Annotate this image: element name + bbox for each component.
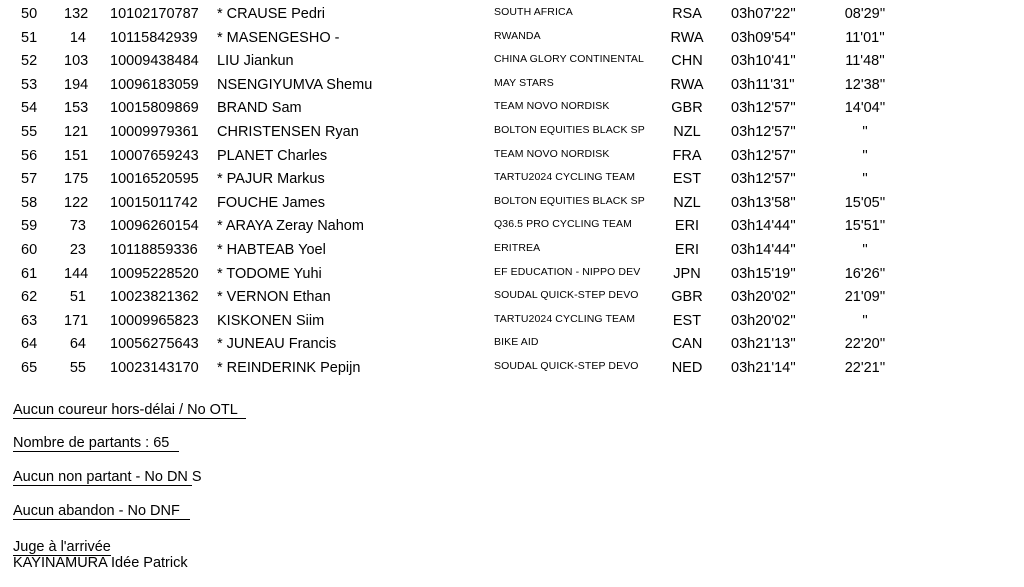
rank-cell: 53 (21, 76, 38, 93)
uci-id-cell: 10015011742 (110, 194, 198, 211)
table-row (0, 239, 1024, 262)
team-cell: TEAM NOVO NORDISK (494, 100, 610, 113)
table-row (0, 3, 1024, 26)
bib-cell: 153 (64, 100, 89, 117)
table-row (0, 263, 1024, 286)
nation-cell: RSA (672, 6, 702, 22)
team-cell: MAY STARS (494, 76, 554, 89)
gap-cell: '' (862, 147, 868, 164)
uci-id-cell: 10023143170 (110, 360, 199, 376)
rider-name-cell: * ARAYA Zeray Nahom (217, 218, 364, 235)
gap-cell: 22'21'' (844, 360, 886, 376)
rank-cell: 59 (21, 218, 38, 235)
rank-cell: 51 (21, 29, 38, 46)
time-cell: 03h12'57'' (731, 171, 796, 188)
rider-name-cell: * JUNEAU Francis (217, 336, 337, 353)
table-row (0, 215, 1024, 238)
nation-cell: GBR (671, 289, 703, 306)
gap-cell: '' (862, 312, 868, 329)
bib-cell: 103 (64, 53, 89, 70)
team-cell: CHINA GLORY CONTINENTAL (494, 53, 644, 66)
rider-name-cell: * PAJUR Markus (217, 171, 325, 188)
gap-cell: 11'48'' (845, 53, 885, 70)
team-cell: TARTU2024 CYCLING TEAM (494, 171, 636, 184)
bib-cell: 175 (64, 171, 89, 188)
nation-cell: RWA (670, 29, 704, 46)
bib-cell: 171 (64, 312, 89, 329)
rank-cell: 57 (21, 171, 38, 188)
bib-cell: 64 (69, 336, 86, 353)
rank-cell: 63 (21, 312, 38, 329)
rider-name-cell: CHRISTENSEN Ryan (217, 124, 359, 140)
table-row (0, 333, 1024, 356)
time-cell: 03h09'54'' (731, 29, 796, 46)
uci-id-cell: 10102170787 (110, 6, 199, 22)
rank-cell: 62 (21, 289, 38, 306)
time-cell: 03h10'41'' (731, 53, 796, 70)
table-row (0, 74, 1024, 97)
uci-id-cell: 10015809869 (110, 100, 199, 117)
table-row (0, 192, 1024, 215)
bib-cell: 132 (64, 6, 89, 22)
bib-cell: 194 (64, 76, 89, 93)
bib-cell: 121 (64, 124, 89, 140)
rank-cell: 65 (21, 360, 38, 376)
otl-note (13, 401, 246, 419)
rider-name-cell: * VERNON Ethan (217, 289, 331, 306)
rank-cell: 54 (21, 100, 38, 117)
time-cell: 03h14'44'' (731, 218, 796, 235)
gap-cell: 11'01'' (845, 29, 885, 46)
rider-name-cell: * REINDERINK Pepijn (217, 360, 361, 376)
rider-name-cell: * CRAUSE Pedri (217, 6, 325, 22)
team-cell: SOUDAL QUICK-STEP DEVO (494, 289, 639, 302)
uci-id-cell: 10009979361 (110, 124, 199, 140)
table-row (0, 357, 1024, 380)
nation-cell: CAN (671, 336, 703, 353)
rider-name-cell: * MASENGESHO - (217, 29, 340, 46)
bib-cell: 73 (69, 218, 86, 235)
table-row (0, 27, 1024, 50)
uci-id-cell: 10009438484 (110, 53, 199, 70)
team-cell: Q36.5 PRO CYCLING TEAM (494, 218, 632, 231)
time-cell: 03h07'22'' (731, 6, 796, 22)
gap-cell: 08'29'' (844, 6, 886, 22)
rider-name-cell: FOUCHE James (217, 194, 325, 211)
rider-name-cell: NSENGIYUMVA Shemu (217, 76, 373, 93)
uci-id-cell: 10056275643 (110, 336, 199, 353)
nation-cell: CHN (671, 53, 703, 70)
table-row (0, 145, 1024, 168)
rider-name-cell: BRAND Sam (217, 100, 302, 117)
uci-id-cell: 10096183059 (110, 76, 199, 93)
gap-cell: 15'05'' (844, 194, 886, 211)
gap-cell: '' (862, 242, 868, 258)
nation-cell: NZL (673, 194, 701, 211)
uci-id-cell: 10016520595 (110, 171, 199, 188)
rider-name-cell: LIU Jiankun (217, 53, 294, 70)
rank-cell: 58 (21, 194, 38, 211)
time-cell: 03h20'02'' (731, 289, 796, 306)
nation-cell: GBR (671, 100, 703, 117)
judge-title-text: Juge à l'arrivée (13, 539, 111, 555)
time-cell: 03h12'57'' (731, 147, 796, 164)
team-cell: ERITREA (494, 242, 541, 254)
rider-name-cell: * TODOME Yuhi (217, 265, 322, 282)
time-cell: 03h13'58'' (731, 194, 796, 211)
rank-cell: 61 (21, 265, 38, 282)
time-cell: 03h15'19'' (731, 265, 796, 282)
dnf-note (13, 502, 190, 520)
rider-name-cell: KISKONEN Siim (217, 312, 325, 329)
starters-text: Nombre de partants : 65 (13, 435, 179, 452)
otl-text: Aucun coureur hors-délai / No OTL (13, 402, 246, 419)
table-row (0, 121, 1024, 144)
team-cell: SOUDAL QUICK-STEP DEVO (494, 360, 639, 372)
gap-cell: 16'26'' (844, 265, 886, 282)
team-cell: SOUTH AFRICA (494, 6, 573, 18)
rider-name-cell: PLANET Charles (217, 147, 328, 164)
team-cell: TEAM NOVO NORDISK (494, 147, 610, 160)
bib-cell: 144 (64, 265, 89, 282)
nation-cell: FRA (672, 147, 702, 164)
dns-text: Aucun non partant - No DN (13, 469, 192, 486)
bib-cell: 51 (69, 289, 86, 306)
team-cell: BIKE AID (494, 336, 539, 349)
time-cell: 03h11'31'' (731, 76, 795, 93)
nation-cell: RWA (670, 76, 704, 93)
rank-cell: 52 (21, 53, 38, 70)
table-row (0, 50, 1024, 73)
gap-cell: '' (862, 124, 868, 140)
gap-cell: 21'09'' (844, 289, 886, 306)
table-row (0, 310, 1024, 333)
rank-cell: 55 (21, 124, 38, 140)
nation-cell: ERI (674, 242, 700, 258)
dns-note (13, 468, 202, 486)
gap-cell: 22'20'' (844, 336, 886, 353)
nation-cell: ERI (674, 218, 700, 235)
rider-name-cell: * HABTEAB Yoel (217, 242, 326, 258)
dnf-text: Aucun abandon - No DNF (13, 503, 190, 520)
rank-cell: 64 (21, 336, 38, 353)
starters-note (13, 434, 179, 452)
judge-name: KAYINAMURA Idée Patrick (13, 555, 188, 571)
uci-id-cell: 10115842939 (110, 29, 198, 46)
uci-id-cell: 10095228520 (110, 265, 199, 282)
team-cell: BOLTON EQUITIES BLACK SP (494, 194, 645, 207)
table-row (0, 97, 1024, 120)
nation-cell: JPN (673, 265, 701, 282)
time-cell: 03h12'57'' (731, 100, 796, 117)
team-cell: BOLTON EQUITIES BLACK SP (494, 124, 645, 136)
uci-id-cell: 10096260154 (110, 218, 199, 235)
bib-cell: 151 (64, 147, 89, 164)
rank-cell: 56 (21, 147, 38, 164)
uci-id-cell: 10118859336 (110, 242, 198, 258)
uci-id-cell: 10007659243 (110, 147, 199, 164)
bib-cell: 122 (64, 194, 89, 211)
time-cell: 03h14'44'' (731, 242, 796, 258)
team-cell: TARTU2024 CYCLING TEAM (494, 312, 636, 325)
time-cell: 03h21'13'' (731, 336, 796, 353)
nation-cell: EST (672, 171, 702, 188)
time-cell: 03h21'14'' (731, 360, 796, 376)
nation-cell: EST (672, 312, 702, 329)
nation-cell: NED (671, 360, 703, 376)
dns-text-tail: S (191, 469, 202, 485)
team-cell: EF EDUCATION - NIPPO DEV (494, 265, 641, 278)
gap-cell: 15'51'' (844, 218, 886, 235)
uci-id-cell: 10009965823 (110, 312, 199, 329)
table-row (0, 286, 1024, 309)
gap-cell: 12'38'' (844, 76, 886, 93)
rank-cell: 60 (21, 242, 38, 258)
time-cell: 03h20'02'' (731, 312, 796, 329)
gap-cell: 14'04'' (844, 100, 886, 117)
nation-cell: NZL (673, 124, 701, 140)
bib-cell: 55 (69, 360, 86, 376)
team-cell: RWANDA (494, 29, 541, 42)
time-cell: 03h12'57'' (731, 124, 796, 140)
bib-cell: 23 (69, 242, 86, 258)
uci-id-cell: 10023821362 (110, 289, 199, 306)
table-row (0, 168, 1024, 191)
bib-cell: 14 (69, 29, 86, 46)
rank-cell: 50 (21, 6, 38, 22)
gap-cell: '' (862, 171, 868, 188)
